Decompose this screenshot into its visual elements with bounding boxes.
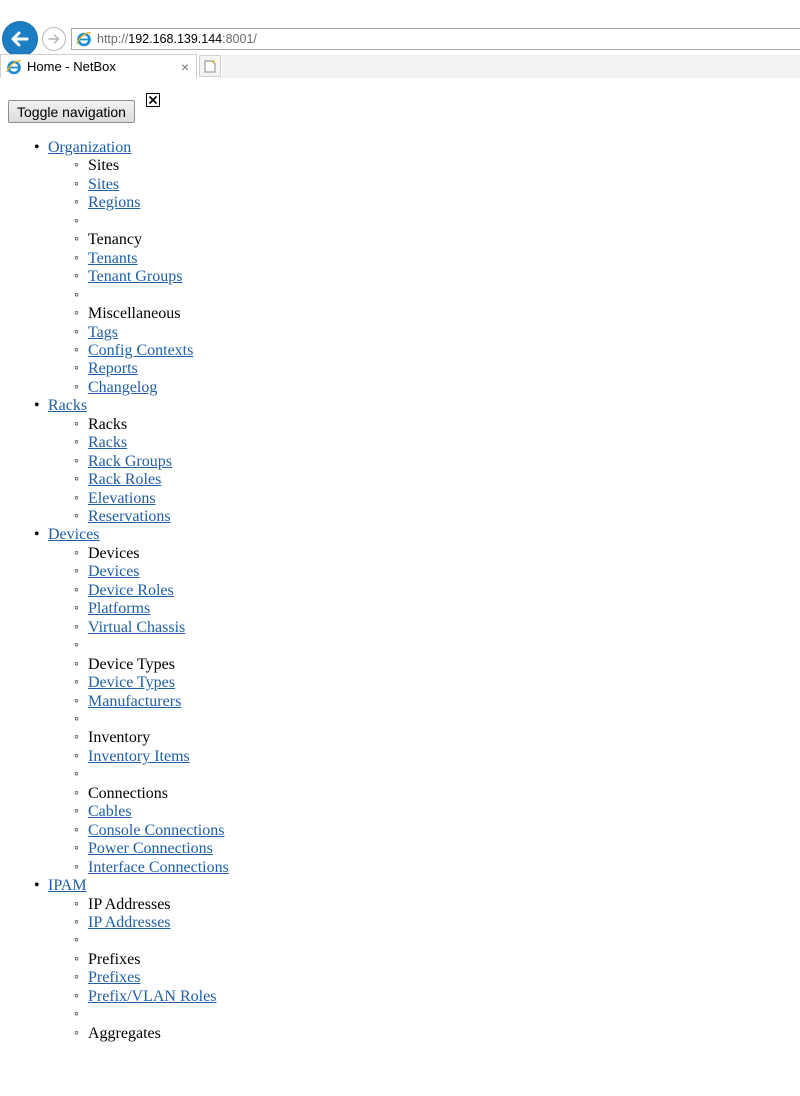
nav-section-header xyxy=(48,951,229,969)
nav-item xyxy=(48,194,229,212)
main-navigation xyxy=(0,139,229,1043)
tab-title: Home - NetBox xyxy=(27,59,116,74)
tab-strip xyxy=(222,55,800,78)
broken-image-icon xyxy=(146,93,160,107)
nav-item-link[interactable]: Changelog xyxy=(88,378,158,396)
nav-item-link[interactable]: Interface Connections xyxy=(88,858,229,876)
nav-menu-link[interactable]: Racks xyxy=(48,397,88,415)
nav-item-link[interactable]: Device Types xyxy=(88,674,175,692)
nav-section-header-label: Racks xyxy=(88,415,128,433)
nav-item-link[interactable]: Devices xyxy=(88,563,140,581)
nav-item-link[interactable]: Inventory Items xyxy=(88,747,190,765)
browser-chrome xyxy=(0,0,800,78)
nav-item xyxy=(48,490,229,508)
nav-item-link[interactable]: IP Addresses xyxy=(88,913,171,931)
nav-item-link[interactable]: Virtual Chassis xyxy=(88,618,186,636)
nav-item-link[interactable]: Tags xyxy=(88,323,118,341)
nav-item xyxy=(48,508,229,526)
nav-section-header xyxy=(48,416,229,434)
back-button[interactable] xyxy=(2,21,38,57)
nav-item-link[interactable]: Sites xyxy=(88,175,120,193)
nav-item-link[interactable]: Rack Groups xyxy=(88,452,172,470)
nav-section-header-label: Tenancy xyxy=(88,231,142,249)
url-scheme: http:// xyxy=(97,32,129,46)
nav-divider xyxy=(48,637,229,655)
nav-section-header xyxy=(48,896,229,914)
nav-section-header xyxy=(48,305,229,323)
nav-item xyxy=(48,453,229,471)
nav-item-link[interactable]: Console Connections xyxy=(88,821,225,839)
nav-item xyxy=(48,563,229,581)
nav-item xyxy=(48,250,229,268)
nav-section-header xyxy=(48,1025,229,1043)
forward-button[interactable] xyxy=(42,27,66,51)
nav-submenu xyxy=(48,157,229,397)
nav-item-link[interactable]: Config Contexts xyxy=(88,341,194,359)
nav-submenu xyxy=(48,416,229,527)
nav-item-link[interactable]: Prefixes xyxy=(88,969,141,987)
nav-item-link[interactable]: Racks xyxy=(88,434,128,452)
nav-menu-devices xyxy=(0,526,229,877)
nav-item-link[interactable]: Elevations xyxy=(88,489,156,507)
nav-item xyxy=(48,822,229,840)
nav-submenu xyxy=(48,896,229,1044)
nav-section-header xyxy=(48,785,229,803)
nav-item xyxy=(48,988,229,1006)
nav-section-header-label: Inventory xyxy=(88,729,151,747)
nav-item xyxy=(48,693,229,711)
nav-item-link[interactable]: Platforms xyxy=(88,600,151,618)
address-bar[interactable] xyxy=(71,28,800,50)
nav-section-header-label: Device Types xyxy=(88,655,175,673)
nav-section-header-label: IP Addresses xyxy=(88,895,171,913)
nav-divider xyxy=(48,932,229,950)
nav-divider xyxy=(48,766,229,784)
nav-divider xyxy=(48,213,229,231)
nav-menu-ipam xyxy=(0,877,229,1043)
nav-section-header xyxy=(48,231,229,249)
nav-item xyxy=(48,914,229,932)
nav-menu-link[interactable]: IPAM xyxy=(48,877,87,895)
internet-explorer-icon xyxy=(76,31,92,47)
nav-item xyxy=(48,840,229,858)
nav-item-link[interactable]: Device Roles xyxy=(88,581,174,599)
nav-section-header xyxy=(48,545,229,563)
nav-section-header-label: Connections xyxy=(88,784,168,802)
nav-section-header xyxy=(48,729,229,747)
tab-home-netbox[interactable] xyxy=(0,54,197,78)
nav-item xyxy=(48,379,229,397)
nav-item xyxy=(48,342,229,360)
nav-item xyxy=(48,176,229,194)
nav-item xyxy=(48,471,229,489)
nav-menu-organization xyxy=(0,139,229,397)
nav-item-link[interactable]: Reservations xyxy=(88,508,171,526)
nav-item-link[interactable]: Prefix/VLAN Roles xyxy=(88,987,217,1005)
nav-menu-link[interactable]: Organization xyxy=(48,139,132,156)
new-tab-button[interactable] xyxy=(199,55,221,77)
nav-item-link[interactable]: Tenants xyxy=(88,249,138,267)
nav-item-link[interactable]: Rack Roles xyxy=(88,471,162,489)
url-host: 192.168.139.144 xyxy=(128,32,223,46)
nav-item xyxy=(48,859,229,877)
nav-item xyxy=(48,268,229,286)
nav-item-link[interactable]: Cables xyxy=(88,803,132,821)
nav-section-header-label: Prefixes xyxy=(88,950,141,968)
nav-submenu xyxy=(48,545,229,877)
nav-section-header xyxy=(48,656,229,674)
nav-section-header-label: Devices xyxy=(88,544,140,562)
nav-item xyxy=(48,803,229,821)
forward-arrow-icon xyxy=(47,32,61,46)
nav-item xyxy=(48,324,229,342)
nav-section-header-label: Sites xyxy=(88,157,120,175)
nav-item xyxy=(48,674,229,692)
toggle-navigation-button[interactable]: Toggle navigation xyxy=(8,100,135,123)
new-tab-icon xyxy=(203,59,217,73)
nav-section-header-label: Miscellaneous xyxy=(88,305,181,323)
nav-section-header xyxy=(48,157,229,175)
nav-menu-racks xyxy=(0,397,229,526)
nav-item xyxy=(48,748,229,766)
nav-item-link[interactable]: Regions xyxy=(88,194,141,212)
nav-item xyxy=(48,360,229,378)
url-port: :8001/ xyxy=(222,32,257,46)
nav-section-header-label: Aggregates xyxy=(88,1024,161,1042)
nav-item xyxy=(48,582,229,600)
nav-item xyxy=(48,434,229,452)
nav-divider xyxy=(48,711,229,729)
back-arrow-icon xyxy=(9,28,31,50)
nav-item xyxy=(48,619,229,637)
nav-item-link[interactable]: Tenant Groups xyxy=(88,268,183,286)
nav-item-link[interactable]: Reports xyxy=(88,360,138,378)
nav-item xyxy=(48,969,229,987)
tab-site-icon xyxy=(6,59,22,75)
nav-item-link[interactable]: Power Connections xyxy=(88,840,213,858)
nav-item-link[interactable]: Manufacturers xyxy=(88,692,182,710)
nav-divider xyxy=(48,1006,229,1024)
nav-item xyxy=(48,600,229,618)
close-tab-icon[interactable]: × xyxy=(180,58,190,75)
nav-divider xyxy=(48,287,229,305)
nav-menu-link[interactable]: Devices xyxy=(48,526,100,544)
